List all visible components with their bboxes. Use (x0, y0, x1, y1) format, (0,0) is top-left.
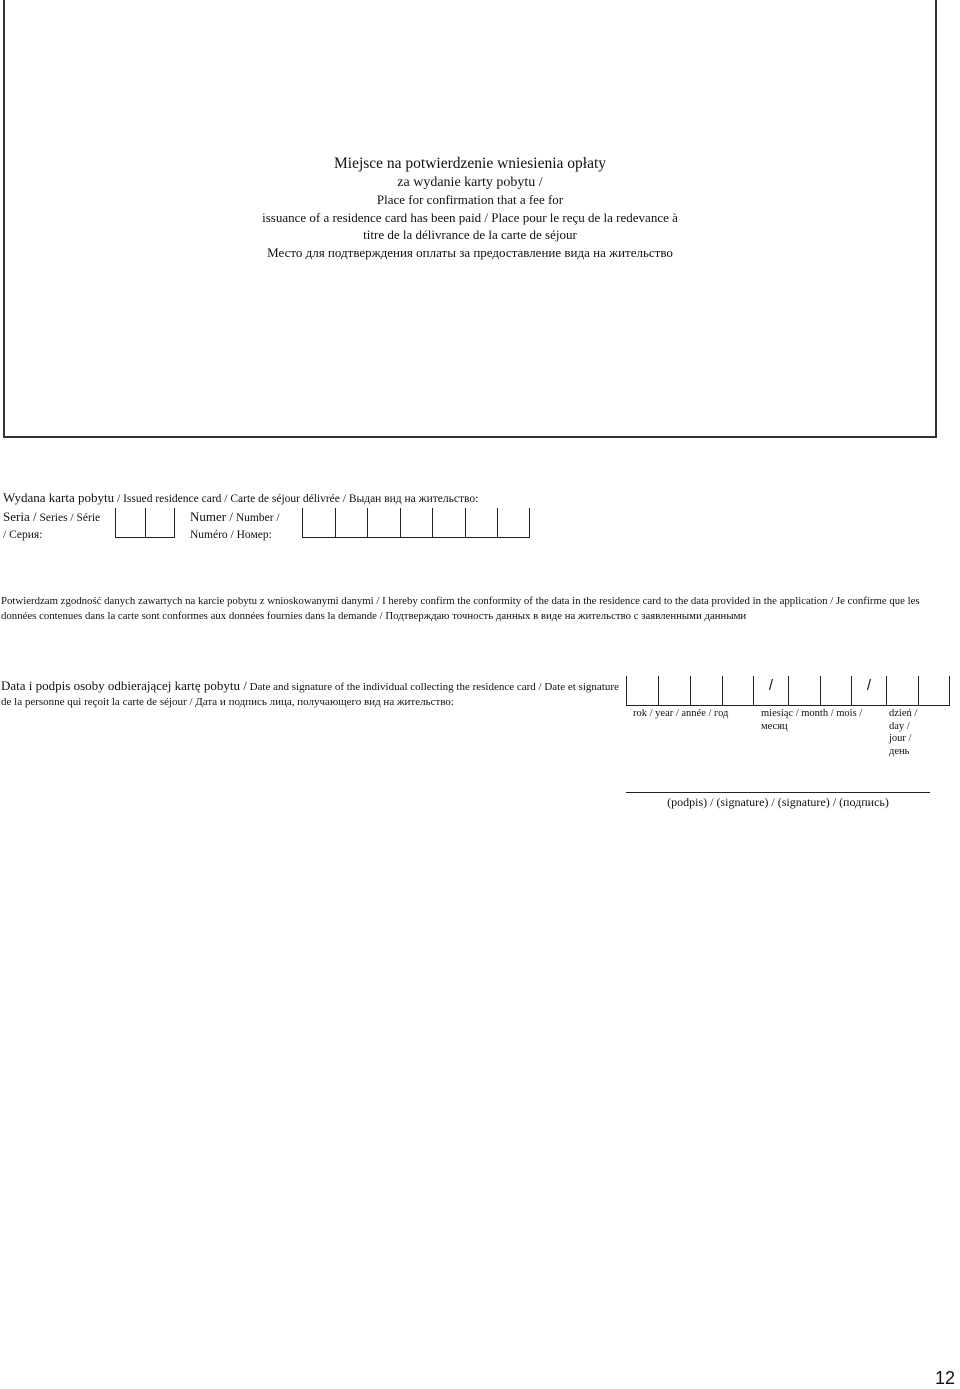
month-cell[interactable] (788, 676, 820, 706)
day-cell[interactable] (918, 676, 950, 706)
fee-line-3: Place for confirmation that a fee for (376, 192, 564, 208)
number-cell[interactable] (335, 508, 368, 538)
number-label (190, 508, 280, 544)
series-cell[interactable] (145, 508, 175, 538)
fee-confirmation-text (5, 154, 935, 261)
month-label: miesiąc / month / mois / месяц (761, 708, 863, 732)
fee-line-6: Место для подтверждения оплаты за предоставление вида на жительство (267, 244, 673, 260)
day-cell[interactable] (886, 676, 918, 706)
series-cell[interactable] (115, 508, 145, 538)
series-label-pl: Seria / (3, 509, 37, 524)
collection-heading-translations: Date and signature of the individual collecting the residence card / Date et signature de la personne qui reçoit la carte de séjour / Дата и подпись лица, получающего вид на жительство: (1, 681, 619, 708)
fee-line-4: issuance of a residence card has been paid / Place pour le reçu de la redevance à (262, 209, 678, 225)
fee-line-5: titre de la délivrance de la carte de séjour (363, 227, 577, 243)
number-input[interactable] (302, 508, 530, 538)
number-label-rest: Number / (232, 512, 280, 524)
series-label-rest: Series / Série (36, 512, 101, 524)
number-cell[interactable] (465, 508, 498, 538)
year-cell[interactable] (690, 676, 722, 706)
number-cell[interactable] (400, 508, 433, 538)
conformity-statement: Potwierdzam zgodność danych zawartych na karcie pobytu z wnioskowanymi danymi / I hereby confirm the conformity of the data in the residence card to the data provided in the application / Je confirme que les données contenues dans la carte sont conformes aux données fournies dans la demande / Подтверждаю точность данных в виде на жительство с заявленными данными (1, 595, 920, 622)
fee-line-2: za wydanie karty pobytu / (397, 175, 543, 190)
number-label-line2: Numéro / Номер: (190, 529, 272, 541)
year-cell[interactable] (658, 676, 690, 706)
year-cell[interactable] (626, 676, 658, 706)
date-separator: / (852, 676, 886, 706)
year-cell[interactable] (722, 676, 754, 706)
year-label: rok / year / année / год (633, 708, 729, 719)
fee-line-1: Miejsce na potwierdzenie wniesienia opłaty (333, 155, 606, 172)
series-label (3, 508, 100, 544)
issued-card-translations: / Issued residence card / Carte de séjour délivrée / Выдан вид на жительство: (114, 493, 479, 505)
number-cell[interactable] (432, 508, 465, 538)
date-separator: / (754, 676, 788, 706)
number-cell[interactable] (497, 508, 530, 538)
number-cell[interactable] (367, 508, 400, 538)
issued-card-pl: Wydana karta pobytu (3, 490, 115, 505)
series-input[interactable] (115, 508, 175, 538)
number-cell[interactable] (302, 508, 335, 538)
page-number: 12 (934, 1368, 955, 1388)
issued-card-heading (3, 490, 478, 506)
number-label-pl: Numer / (190, 509, 233, 524)
signature-label: (podpis) / (signature) / (signature) / (подпись) (667, 795, 889, 809)
collection-heading-pl: Data i podpis osoby odbierającej kartę pobytu / (1, 678, 247, 693)
month-cell[interactable] (820, 676, 852, 706)
day-label: dzień / day / jour / день (889, 708, 918, 757)
date-input[interactable] (626, 676, 950, 706)
fee-confirmation-box (3, 0, 937, 438)
collection-heading (1, 678, 623, 710)
signature-line[interactable] (626, 792, 930, 793)
series-label-line2: / Серия: (3, 529, 43, 541)
